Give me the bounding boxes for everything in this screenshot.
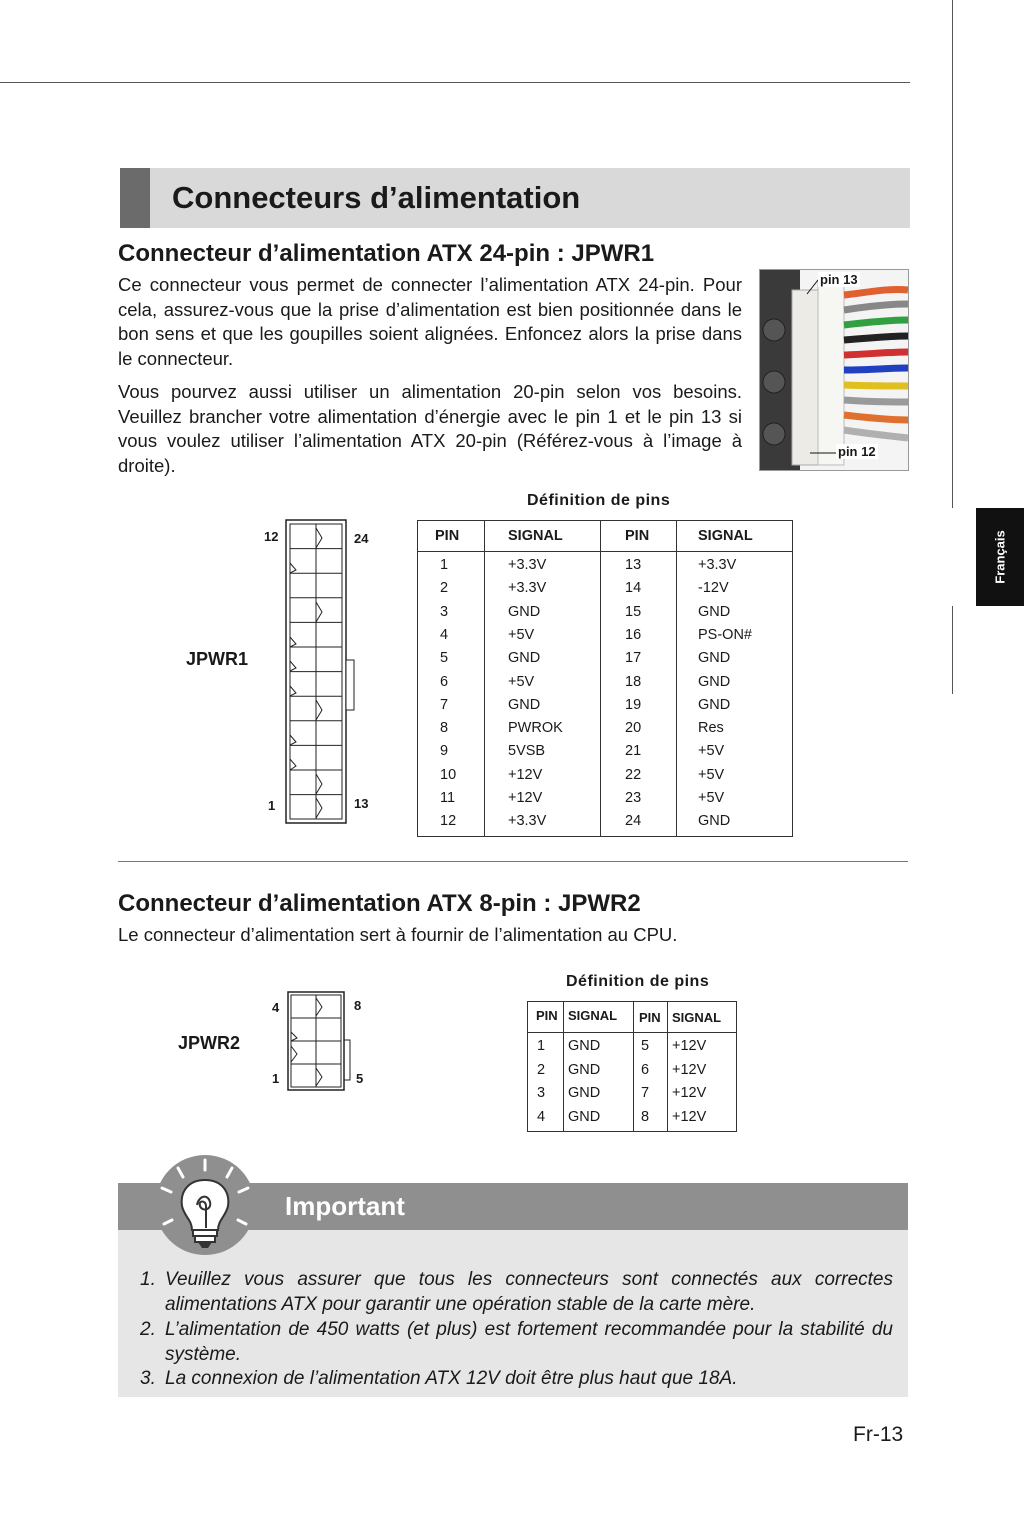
jpwr2-cell-r4-c4: +12V bbox=[672, 1108, 707, 1125]
important-item-1-number: 1. bbox=[140, 1269, 156, 1290]
jpwr1-table-caption: Définition de pins bbox=[527, 492, 671, 509]
jpwr1-cell-r3-c1: 3 bbox=[440, 603, 449, 620]
jpwr1-cell-r1-c1: 1 bbox=[440, 557, 449, 573]
important-item-1-text: Veuillez vous assurer que tous les connecteurs sont connectés aux correctes alimentations ATX pour garantir une opération stable de la carte mère. bbox=[165, 1269, 893, 1315]
jpwr1-table-col-rule-3 bbox=[676, 520, 677, 837]
photo-label-pin13: pin 13 bbox=[820, 272, 858, 287]
lightbulb-icon bbox=[150, 1150, 260, 1260]
jpwr1-cell-r11-c1: 11 bbox=[440, 790, 456, 806]
important-title: Important bbox=[285, 1191, 405, 1221]
jpwr2-cell-r3-c1: 3 bbox=[537, 1085, 546, 1101]
jpwr1-cell-r10-c3: 22 bbox=[625, 766, 642, 783]
jpwr1-cell-r3-c2: GND bbox=[508, 603, 541, 620]
jpwr2-pin-8-label: 8 bbox=[354, 998, 362, 1013]
jpwr1-cell-r2-c2: +3.3V bbox=[508, 580, 547, 597]
important-item-2-number: 2. bbox=[140, 1319, 156, 1340]
jpwr1-cell-r8-c4: Res bbox=[698, 720, 724, 737]
jpwr1-connector-diagram bbox=[284, 518, 364, 826]
jpwr2-cell-r4-c3: 8 bbox=[641, 1108, 650, 1125]
jpwr1-cell-r12-c1: 12 bbox=[440, 813, 457, 830]
jpwr1-paragraph-2: Vous pourvez aussi utiliser un alimentation 20-pin selon vos besoins. Veuillez brancher votre alimentation d’énergie avec le pin 1 et le pin 13 si vous voulez utiliser l’alimentation ATX 20-pin (Référez-vous à l’image à droite). bbox=[118, 381, 742, 476]
jpwr2-table-col-rule-3 bbox=[667, 1001, 668, 1132]
jpwr2-cell-r3-c2: GND bbox=[568, 1085, 601, 1101]
jpwr1-cell-r2-c3: 14 bbox=[625, 580, 642, 597]
jpwr1-cell-r4-c1: 4 bbox=[440, 626, 449, 643]
jpwr1-table-header-rule bbox=[417, 551, 793, 552]
jpwr1-cell-r3-c4: GND bbox=[698, 603, 731, 620]
section-title: Connecteurs d’alimentation bbox=[172, 180, 581, 215]
important-item-3-text: La connexion de l’alimentation ATX 12V doit être plus haut que 18A. bbox=[165, 1368, 738, 1389]
jpwr1-pin-24-label: 24 bbox=[354, 531, 369, 546]
right-margin-line-top bbox=[952, 0, 953, 508]
jpwr1-cell-r11-c2: +12V bbox=[508, 790, 543, 806]
jpwr2-paragraph: Le connecteur d’alimentation sert à fournir de l’alimentation au CPU. bbox=[118, 924, 678, 945]
jpwr1-connector-label: JPWR1 bbox=[186, 649, 249, 669]
jpwr2-connector-diagram bbox=[286, 990, 356, 1094]
jpwr1-cell-r8-c3: 20 bbox=[625, 720, 642, 737]
jpwr2-cell-r4-c1: 4 bbox=[537, 1108, 546, 1125]
jpwr1-cell-r7-c3: 19 bbox=[625, 696, 642, 713]
jpwr1-cell-r1-c2: +3.3V bbox=[508, 557, 547, 573]
jpwr2-header-signal-1: SIGNAL bbox=[568, 1008, 618, 1023]
jpwr1-header-pin-2: PIN bbox=[625, 528, 650, 544]
jpwr1-paragraph-1: Ce connecteur vous permet de connecter l’alimentation ATX 24-pin. Pour cela, assurez-vous que la prise d’alimentation est bien positionnée dans le bon sens et que les goupilles soient alignées. Enfoncez alors la prise dans le connecteur. bbox=[118, 274, 742, 369]
jpwr1-cell-r2-c1: 2 bbox=[440, 580, 449, 597]
jpwr2-header-pin-1: PIN bbox=[536, 1008, 558, 1023]
jpwr1-table-col-rule-1 bbox=[484, 520, 485, 837]
jpwr1-cell-r9-c2: 5VSB bbox=[508, 743, 546, 760]
jpwr2-cell-r1-c3: 5 bbox=[641, 1038, 650, 1054]
important-item-2-text: L’alimentation de 450 watts (et plus) est fortement recommandée pour la stabilité du système. bbox=[165, 1319, 893, 1365]
jpwr1-cell-r5-c1: 5 bbox=[440, 650, 449, 667]
jpwr2-heading: Connecteur d’alimentation ATX 8-pin : JPWR2 bbox=[118, 890, 641, 917]
jpwr1-cell-r10-c4: +5V bbox=[698, 766, 725, 783]
jpwr1-cell-r4-c3: 16 bbox=[625, 626, 642, 643]
jpwr1-cell-r6-c2: +5V bbox=[508, 673, 535, 690]
jpwr1-header-pin-1: PIN bbox=[435, 528, 460, 544]
jpwr1-cell-r9-c3: 21 bbox=[625, 743, 642, 760]
jpwr1-heading: Connecteur d’alimentation ATX 24-pin : JPWR1 bbox=[118, 240, 655, 267]
jpwr1-cell-r8-c2: PWROK bbox=[508, 720, 563, 737]
jpwr2-pin-1-label: 1 bbox=[272, 1071, 280, 1086]
photo-label-pin12: pin 12 bbox=[838, 444, 876, 459]
jpwr1-cell-r10-c2: +12V bbox=[508, 766, 543, 783]
jpwr1-cell-r11-c4: +5V bbox=[698, 790, 725, 806]
jpwr1-cell-r9-c1: 9 bbox=[440, 743, 449, 760]
jpwr2-cell-r1-c1: 1 bbox=[537, 1038, 546, 1054]
jpwr1-cell-r5-c3: 17 bbox=[625, 650, 642, 667]
jpwr1-cell-r9-c4: +5V bbox=[698, 743, 725, 760]
section-header-bar bbox=[120, 168, 910, 228]
jpwr2-header-signal-2: SIGNAL bbox=[672, 1010, 722, 1025]
jpwr1-cell-r12-c4: GND bbox=[698, 813, 731, 830]
jpwr1-pin-table bbox=[417, 520, 793, 837]
jpwr1-cell-r6-c4: GND bbox=[698, 673, 731, 690]
jpwr1-header-signal-2: SIGNAL bbox=[698, 528, 753, 544]
jpwr2-cell-r1-c2: GND bbox=[568, 1038, 601, 1054]
jpwr2-cell-r3-c3: 7 bbox=[641, 1085, 650, 1101]
language-side-tab-label: Français bbox=[992, 530, 1008, 584]
important-item-3-number: 3. bbox=[140, 1368, 156, 1389]
power-connector-photo bbox=[759, 269, 909, 471]
jpwr2-cell-r4-c2: GND bbox=[568, 1108, 601, 1125]
jpwr1-cell-r12-c2: +3.3V bbox=[508, 813, 547, 830]
jpwr1-cell-r11-c3: 23 bbox=[625, 790, 642, 806]
language-side-tab bbox=[976, 508, 1024, 606]
jpwr2-cell-r2-c3: 6 bbox=[641, 1061, 650, 1078]
jpwr1-cell-r4-c4: PS-ON# bbox=[698, 626, 752, 643]
jpwr2-pin-4-label: 4 bbox=[272, 1000, 280, 1015]
jpwr1-cell-r7-c4: GND bbox=[698, 696, 731, 713]
right-margin-line-bottom bbox=[952, 606, 953, 694]
jpwr2-cell-r1-c4: +12V bbox=[672, 1038, 707, 1054]
jpwr2-table-caption: Définition de pins bbox=[566, 973, 710, 990]
jpwr1-cell-r7-c1: 7 bbox=[440, 696, 449, 713]
jpwr1-pin-1-label: 1 bbox=[268, 798, 276, 813]
jpwr2-table-col-rule-1 bbox=[563, 1001, 564, 1132]
jpwr2-cell-r3-c4: +12V bbox=[672, 1085, 707, 1101]
jpwr2-cell-r2-c2: GND bbox=[568, 1061, 601, 1078]
jpwr1-cell-r3-c3: 15 bbox=[625, 603, 642, 620]
jpwr1-pin-13-label: 13 bbox=[354, 796, 369, 811]
jpwr1-cell-r5-c2: GND bbox=[508, 650, 541, 667]
section-separator bbox=[118, 861, 908, 862]
jpwr2-connector-label: JPWR2 bbox=[178, 1033, 241, 1053]
jpwr1-cell-r8-c1: 8 bbox=[440, 720, 449, 737]
section-header-accent bbox=[120, 168, 150, 228]
jpwr1-cell-r12-c3: 24 bbox=[625, 813, 642, 830]
top-rule bbox=[0, 82, 910, 83]
jpwr2-table-col-rule-2 bbox=[633, 1001, 634, 1132]
jpwr2-cell-r2-c1: 2 bbox=[537, 1061, 546, 1078]
jpwr2-pin-5-label: 5 bbox=[356, 1071, 364, 1086]
jpwr1-cell-r7-c2: GND bbox=[508, 696, 541, 713]
jpwr1-pin-12-label: 12 bbox=[264, 529, 279, 544]
page-number: Fr-13 bbox=[853, 1423, 904, 1446]
jpwr1-cell-r1-c4: +3.3V bbox=[698, 557, 737, 573]
jpwr1-cell-r1-c3: 13 bbox=[625, 557, 642, 573]
jpwr1-table-col-rule-2 bbox=[600, 520, 601, 837]
jpwr2-table-header-rule bbox=[527, 1032, 737, 1033]
jpwr1-cell-r6-c3: 18 bbox=[625, 673, 642, 690]
jpwr1-cell-r4-c2: +5V bbox=[508, 626, 535, 643]
jpwr2-header-pin-2: PIN bbox=[639, 1010, 661, 1025]
jpwr1-cell-r5-c4: GND bbox=[698, 650, 731, 667]
jpwr1-cell-r6-c1: 6 bbox=[440, 673, 449, 690]
jpwr2-cell-r2-c4: +12V bbox=[672, 1061, 707, 1078]
jpwr1-cell-r10-c1: 10 bbox=[440, 766, 457, 783]
jpwr1-cell-r2-c4: -12V bbox=[698, 580, 729, 597]
power-connector-illustration bbox=[760, 270, 908, 470]
jpwr1-header-signal-1: SIGNAL bbox=[508, 528, 563, 544]
